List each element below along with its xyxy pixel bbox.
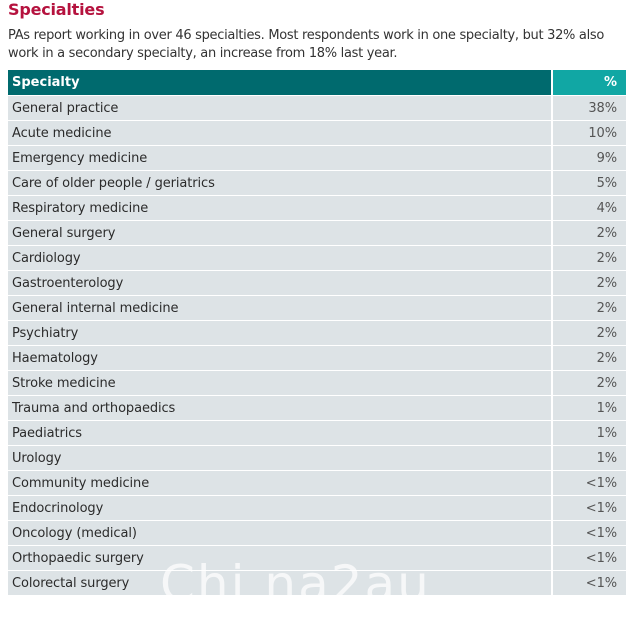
specialty-cell: Haematology — [8, 346, 553, 371]
specialty-cell: Community medicine — [8, 471, 553, 496]
specialty-cell: Care of older people / geriatrics — [8, 171, 553, 196]
specialty-cell: Trauma and orthopaedics — [8, 396, 553, 421]
percent-cell: 38% — [553, 96, 626, 121]
table-row — [8, 546, 626, 571]
specialty-cell: General surgery — [8, 221, 553, 246]
table-row — [8, 221, 626, 246]
specialty-cell: Oncology (medical) — [8, 521, 553, 546]
percent-cell: 2% — [553, 321, 626, 346]
table-row — [8, 571, 626, 596]
table-row — [8, 196, 626, 221]
table-row — [8, 96, 626, 121]
percent-cell: <1% — [553, 496, 626, 521]
specialty-cell: Psychiatry — [8, 321, 553, 346]
percent-cell: 2% — [553, 221, 626, 246]
table-row — [8, 246, 626, 271]
percent-cell: 4% — [553, 196, 626, 221]
table-row — [8, 146, 626, 171]
specialty-cell: Urology — [8, 446, 553, 471]
specialty-cell: Acute medicine — [8, 121, 553, 146]
specialties-table — [8, 70, 626, 596]
table-row — [8, 496, 626, 521]
table-row — [8, 446, 626, 471]
percent-cell: <1% — [553, 546, 626, 571]
table-row — [8, 521, 626, 546]
percent-cell: 2% — [553, 271, 626, 296]
percent-cell: 1% — [553, 396, 626, 421]
table-row — [8, 421, 626, 446]
percent-cell: <1% — [553, 521, 626, 546]
watermark: Chi na2au — [160, 555, 431, 613]
percent-cell: <1% — [553, 571, 626, 596]
specialty-cell: Paediatrics — [8, 421, 553, 446]
specialty-cell: Stroke medicine — [8, 371, 553, 396]
percent-cell: 2% — [553, 246, 626, 271]
percent-column-header: % — [553, 70, 626, 96]
percent-cell: <1% — [553, 471, 626, 496]
specialty-cell: Gastroenterology — [8, 271, 553, 296]
table-row — [8, 271, 626, 296]
percent-cell: 2% — [553, 346, 626, 371]
table-row — [8, 121, 626, 146]
specialty-cell: Respiratory medicine — [8, 196, 553, 221]
percent-cell: 2% — [553, 296, 626, 321]
percent-cell: 1% — [553, 446, 626, 471]
table-row — [8, 396, 626, 421]
specialty-cell: Colorectal surgery — [8, 571, 553, 596]
percent-cell: 10% — [553, 121, 626, 146]
table-row — [8, 296, 626, 321]
table-row — [8, 346, 626, 371]
table-row — [8, 371, 626, 396]
specialty-cell: Cardiology — [8, 246, 553, 271]
table-row — [8, 321, 626, 346]
percent-cell: 2% — [553, 371, 626, 396]
table-row — [8, 171, 626, 196]
percent-cell: 5% — [553, 171, 626, 196]
specialty-cell: Orthopaedic surgery — [8, 546, 553, 571]
specialty-cell: Endocrinology — [8, 496, 553, 521]
intro-paragraph: PAs report working in over 46 specialties. Most respondents work in one specialty, but 32% also work in a secondary specialty, an increase from 18% last year. — [8, 28, 605, 61]
percent-cell: 1% — [553, 421, 626, 446]
section-title: Specialties — [8, 0, 105, 19]
specialty-cell: Emergency medicine — [8, 146, 553, 171]
table-header-row — [8, 70, 626, 96]
specialty-cell: General practice — [8, 96, 553, 121]
specialty-column-header: Specialty — [8, 70, 553, 96]
table-row — [8, 471, 626, 496]
percent-cell: 9% — [553, 146, 626, 171]
table-body — [8, 96, 626, 596]
specialty-cell: General internal medicine — [8, 296, 553, 321]
